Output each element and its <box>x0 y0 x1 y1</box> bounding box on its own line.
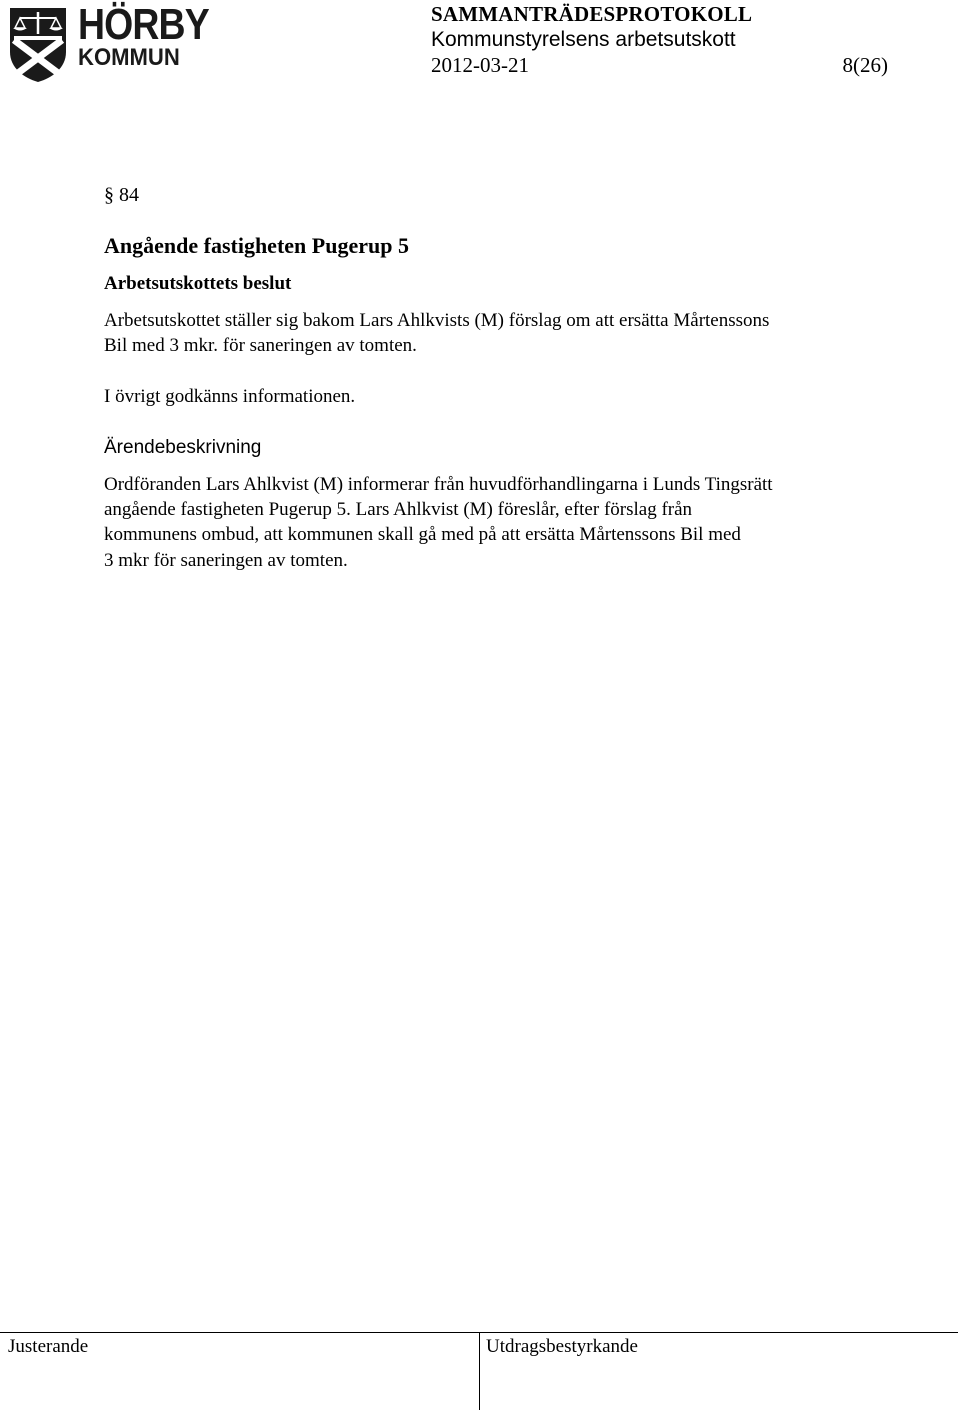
decision-heading: Arbetsutskottets beslut <box>104 273 292 294</box>
decision-line-1: Arbetsutskottet ställer sig bakom Lars Ahlkvists (M) förslag om att ersätta Mårtenssons <box>104 310 770 331</box>
description-line-3: kommunens ombud, att kommunen skall gå med på att ersätta Mårtenssons Bil med <box>104 524 741 545</box>
page-number: 8(26) <box>842 53 888 77</box>
description-line-4: 3 mkr för saneringen av tomten. <box>104 550 348 571</box>
municipality-logo <box>8 0 209 86</box>
decision-line-2: Bil med 3 mkr. för saneringen av tomten. <box>104 335 417 356</box>
logo-name-top: HÖRBY <box>78 0 209 49</box>
decision-note: I övrigt godkänns informationen. <box>104 386 356 407</box>
protocol-title: SAMMANTRÄDESPROTOKOLL <box>431 2 753 26</box>
footer-justerande-label: Justerande <box>8 1336 89 1357</box>
paragraph-number: § 84 <box>104 184 139 206</box>
committee-name: Kommunstyrelsens arbetsutskott <box>431 28 736 51</box>
description-heading: Ärendebeskrivning <box>104 437 262 458</box>
coat-of-arms-icon <box>8 6 68 84</box>
footer-column-divider <box>479 1332 480 1410</box>
section-title: Angående fastigheten Pugerup 5 <box>104 233 409 258</box>
description-line-1: Ordföranden Lars Ahlkvist (M) informerar från huvudförhandlingarna i Lunds Tingsrätt <box>104 474 773 495</box>
meeting-date: 2012-03-21 <box>431 53 529 77</box>
logo-name-bottom: KOMMUN <box>78 44 180 71</box>
description-line-2: angående fastigheten Pugerup 5. Lars Ahlkvist (M) föreslår, efter förslag från <box>104 499 693 520</box>
footer-utdragsbestyrkande-label: Utdragsbestyrkande <box>486 1336 638 1357</box>
